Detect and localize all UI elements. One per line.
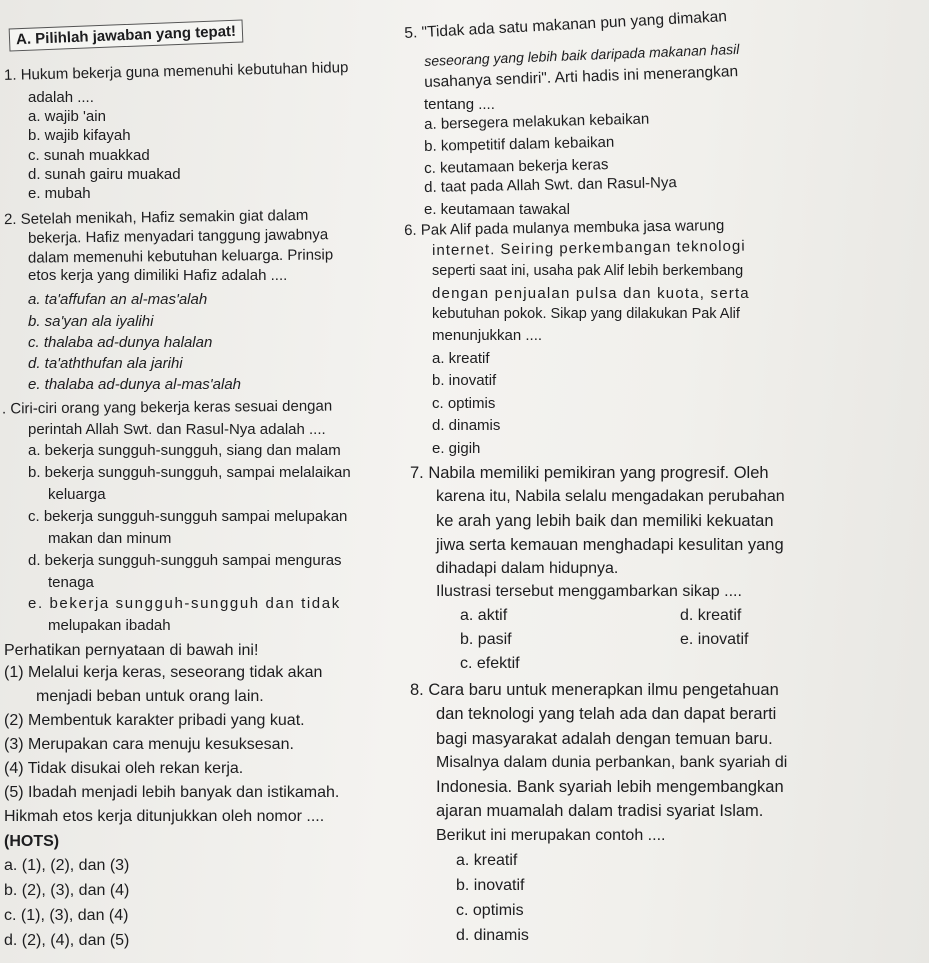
- q7-option-b: b. pasif: [460, 631, 512, 648]
- q7-option-a: a. aktif: [460, 607, 508, 624]
- question-5-stem-cont: seseorang yang lebih baik daripada makanan hasil: [423, 40, 740, 69]
- q5-option-c: c. keutamaan bekerja keras: [423, 156, 609, 177]
- question-2-stem-cont: etos kerja yang dimiliki Hafiz adalah ....: [28, 267, 288, 284]
- q3-option-a: a. bekerja sungguh-sungguh, siang dan malam: [28, 442, 341, 459]
- q2-option-d: d. ta'aththufan ala jarihi: [28, 355, 183, 372]
- question-6-stem-cont: seperti saat ini, usaha pak Alif lebih berkembang: [432, 263, 744, 279]
- question-2-stem-cont: bekerja. Hafiz menyadari tanggung jawabnya: [27, 226, 329, 247]
- question-8-stem-cont: Misalnya dalam dunia perbankan, bank syariah di: [436, 754, 788, 771]
- q4-option-b: b. (2), (3), dan (4): [4, 882, 130, 899]
- question-2-stem: 2. Setelah menikah, Hafiz semakin giat dalam: [3, 206, 309, 229]
- q5-option-a: a. bersegera melakukan kebaikan: [423, 110, 650, 133]
- question-8-stem-cont: ajaran muamalah dalam tradisi syariat Islam.: [436, 802, 764, 820]
- question-1-stem-cont: adalah ....: [28, 89, 94, 106]
- q4-option-c: c. (1), (3), dan (4): [4, 907, 129, 924]
- question-7-stem-cont: dihadapi dalam hidupnya.: [436, 560, 619, 577]
- q1-option-c: c. sunah muakkad: [28, 147, 150, 164]
- q5-option-b: b. kompetitif dalam kebaikan: [423, 133, 615, 155]
- q8-option-c: c. optimis: [456, 902, 524, 919]
- question-7-stem-cont: ke arah yang lebih baik dan memiliki kekuatan: [436, 512, 774, 530]
- q7-option-d: d. kreatif: [680, 607, 742, 624]
- statement-intro: Perhatikan pernyataan di bawah ini!: [4, 642, 259, 659]
- question-7-stem-cont: karena itu, Nabila selalu mengadakan perubahan: [436, 488, 785, 505]
- q3-option-b-cont: keluarga: [48, 486, 106, 503]
- question-2-stem-cont: dalam memenuhi kebutuhan keluarga. Prinsip: [27, 246, 334, 267]
- question-6-stem-cont: menunjukkan ....: [432, 327, 543, 344]
- q1-option-d: d. sunah gairu muakad: [28, 166, 181, 183]
- statement-1-cont: menjadi beban untuk orang lain.: [36, 688, 264, 705]
- q2-option-b: b. sa'yan ala iyalihi: [28, 313, 154, 330]
- q4-option-d: d. (2), (4), dan (5): [4, 932, 130, 949]
- question-5-stem-cont: usahanya sendiri". Arti hadis ini menerangkan: [423, 63, 739, 91]
- q6-option-a: a. kreatif: [432, 350, 490, 367]
- q2-option-a: a. ta'affufan an al-mas'alah: [28, 291, 208, 308]
- q1-option-e: e. mubah: [28, 185, 91, 202]
- q5-option-e: e. keutamaan tawakal: [424, 201, 570, 218]
- q3-option-c-cont: makan dan minum: [48, 530, 172, 547]
- q6-option-d: d. dinamis: [432, 417, 501, 434]
- question-7-stem-cont: jiwa serta kemauan menghadapi kesulitan yang: [436, 536, 784, 554]
- question-8-stem: 8. Cara baru untuk menerapkan ilmu pengetahuan: [410, 681, 779, 699]
- section-header: A. Pilihlah jawaban yang tepat!: [9, 20, 244, 52]
- q4-option-a: a. (1), (2), dan (3): [4, 857, 130, 874]
- q3-option-d: d. bekerja sungguh-sungguh sampai menguras: [28, 552, 342, 569]
- q5-option-d: d. taat pada Allah Swt. dan Rasul-Nya: [423, 174, 677, 196]
- question-3-stem-cont: perintah Allah Swt. dan Rasul-Nya adalah ....: [28, 421, 326, 438]
- question-8-stem-cont: dan teknologi yang telah ada dan dapat berarti: [436, 705, 777, 723]
- question-6-stem-cont: kebutuhan pokok. Sikap yang dilakukan Pak Alif: [432, 306, 740, 322]
- question-7-stem: 7. Nabila memiliki pemikiran yang progresif. Oleh: [410, 464, 769, 482]
- q7-option-c: c. efektif: [460, 655, 520, 672]
- question-8-stem-cont: Indonesia. Bank syariah lebih mengembangkan: [436, 778, 784, 796]
- q3-option-d-cont: tenaga: [48, 574, 94, 591]
- q6-option-e: e. gigih: [432, 440, 481, 457]
- q8-option-b: b. inovatif: [456, 877, 525, 894]
- question-7-prompt: Ilustrasi tersebut menggambarkan sikap ....: [436, 583, 742, 600]
- statement-1: (1) Melalui kerja keras, seseorang tidak akan: [4, 664, 323, 681]
- question-4-stem: Hikmah etos kerja ditunjukkan oleh nomor ....: [4, 808, 325, 825]
- question-5-stem: 5. "Tidak ada satu makanan pun yang dimakan: [403, 8, 728, 42]
- question-6-stem-cont: internet. Seiring perkembangan teknologi: [431, 237, 746, 259]
- q8-option-a: a. kreatif: [456, 852, 518, 869]
- question-3-stem: . Ciri-ciri orang yang bekerja keras sesuai dengan: [1, 397, 333, 418]
- statement-5: (5) Ibadah menjadi lebih banyak dan istikamah.: [4, 784, 340, 801]
- question-1-stem: 1. Hukum bekerja guna memenuhi kebutuhan hidup: [3, 59, 349, 84]
- hots-label: (HOTS): [4, 833, 60, 850]
- q8-option-d: d. dinamis: [456, 927, 529, 944]
- q2-option-c: c. thalaba ad-dunya halalan: [28, 334, 213, 351]
- q1-option-a: a. wajib 'ain: [28, 108, 106, 125]
- question-8-stem-cont: bagi masyarakat adalah dengan temuan baru.: [436, 730, 773, 748]
- q3-option-b: b. bekerja sungguh-sungguh, sampai melalaikan: [28, 464, 351, 481]
- statement-3: (3) Merupakan cara menuju kesuksesan.: [4, 736, 294, 753]
- q3-option-e-cont: melupakan ibadah: [48, 617, 171, 634]
- q6-option-c: c. optimis: [432, 395, 496, 412]
- q1-option-b: b. wajib kifayah: [28, 127, 131, 144]
- q2-option-e: e. thalaba ad-dunya al-mas'alah: [28, 376, 242, 393]
- question-6-stem-cont: dengan penjualan pulsa dan kuota, serta: [432, 285, 750, 302]
- question-5-stem-cont: tentang ....: [424, 96, 495, 113]
- question-8-prompt: Berikut ini merupakan contoh ....: [436, 827, 666, 844]
- q7-option-e: e. inovatif: [680, 631, 749, 648]
- q3-option-c: c. bekerja sungguh-sungguh sampai melupakan: [28, 508, 348, 525]
- q6-option-b: b. inovatif: [432, 372, 497, 389]
- statement-4: (4) Tidak disukai oleh rekan kerja.: [4, 760, 244, 777]
- question-6-stem: 6. Pak Alif pada mulanya membuka jasa warung: [403, 216, 725, 239]
- q3-option-e: e. bekerja sungguh-sungguh dan tidak: [28, 595, 341, 612]
- statement-2: (2) Membentuk karakter pribadi yang kuat.: [4, 712, 305, 729]
